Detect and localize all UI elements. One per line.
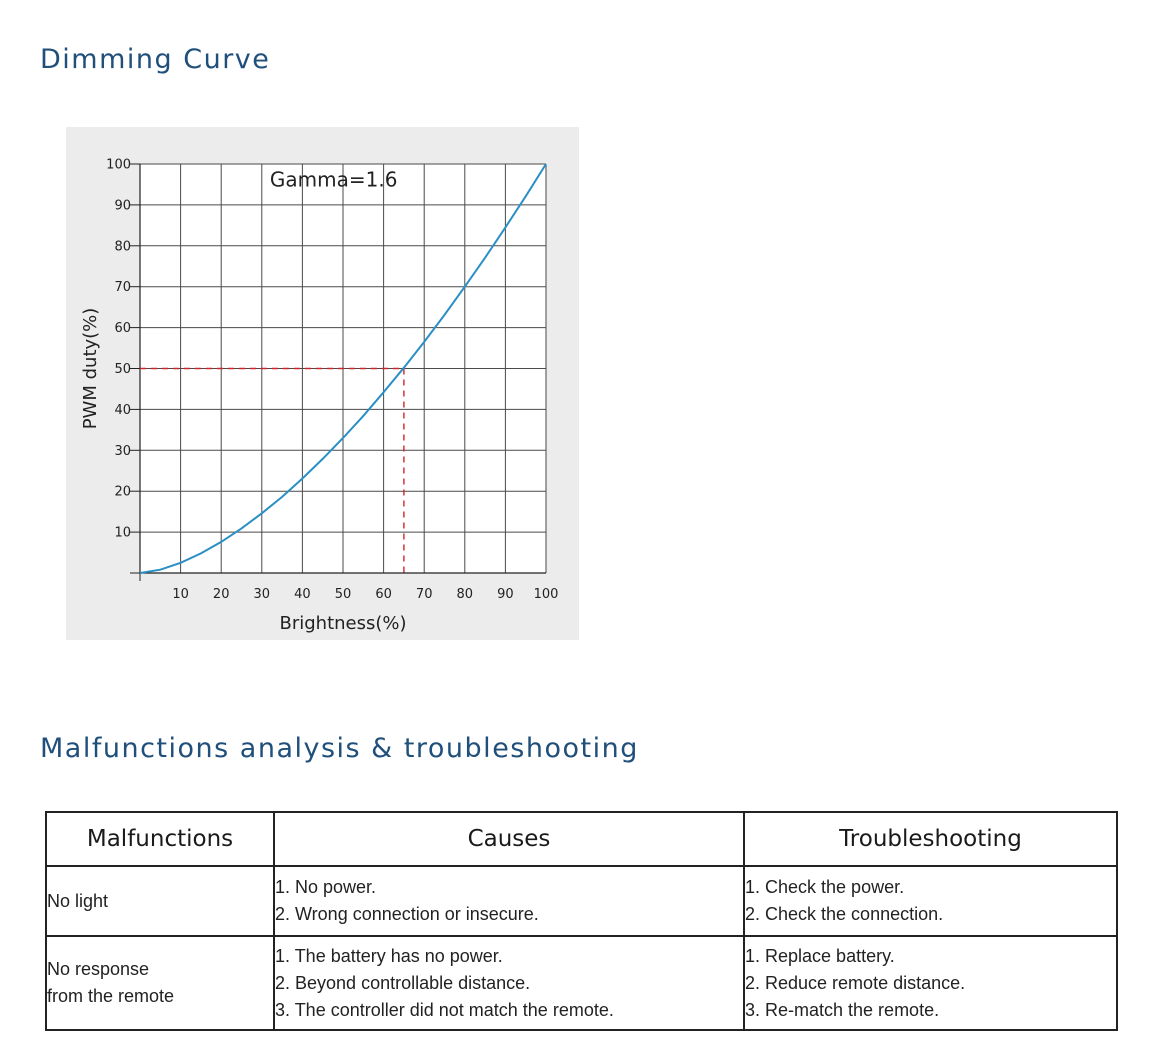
y-tick-label: 30 [114, 443, 131, 459]
y-axis-label: PWM duty(%) [80, 307, 101, 430]
malfunctions-title: Malfunctions analysis & troubleshooting [40, 733, 639, 764]
table-row [46, 866, 1117, 936]
malfunction-text: No light [47, 890, 109, 911]
dimming-curve-title: Dimming Curve [40, 44, 271, 75]
table-row [46, 936, 1117, 1030]
troubleshooting-item: 1. Check the power. [745, 877, 905, 897]
troubleshooting-item: 2. Check the connection. [745, 904, 944, 924]
cause-item: 1. The battery has no power. [275, 945, 503, 966]
x-tick-label: 80 [456, 587, 474, 602]
x-tick-label: 90 [497, 587, 514, 602]
y-tick-label: 100 [106, 157, 131, 173]
y-tick-label: 20 [114, 484, 131, 500]
malfunction-cell [46, 866, 274, 936]
y-tick-label: 50 [114, 362, 131, 377]
troubleshooting-cell [744, 936, 1117, 1030]
x-tick-label: 50 [334, 587, 352, 602]
troubleshooting-item: 3. Re-match the remote. [745, 999, 940, 1020]
y-tick-label: 40 [114, 402, 131, 418]
cause-item: 2. Beyond controllable distance. [275, 972, 531, 993]
cause-item: 2. Wrong connection or insecure. [275, 904, 539, 924]
troubleshooting-table [45, 811, 1118, 1031]
causes-cell [274, 936, 744, 1030]
header-causes: Causes [274, 812, 744, 866]
header-troubleshooting: Troubleshooting [744, 812, 1117, 866]
x-axis-label: Brightness(%) [279, 613, 407, 634]
dimming-curve-svg [66, 127, 579, 640]
y-tick-label: 60 [114, 321, 131, 337]
y-tick-label: 80 [114, 239, 131, 255]
malfunction-text: No response [47, 959, 150, 979]
troubleshooting-item: 2. Reduce remote distance. [745, 972, 966, 993]
malfunction-cell [46, 936, 274, 1030]
x-tick-label: 70 [415, 587, 433, 602]
x-tick-label: 60 [375, 587, 392, 602]
malfunction-text: from the remote [47, 986, 175, 1006]
x-tick-label: 10 [172, 587, 189, 602]
y-tick-label: 70 [114, 280, 131, 296]
gamma-annotation: Gamma=1.6 [269, 167, 398, 192]
cause-item: 3. The controller did not match the remote. [275, 999, 614, 1020]
cause-item: 1. No power. [275, 877, 377, 897]
table-header-row [46, 812, 1117, 866]
x-tick-label: 20 [212, 587, 230, 602]
y-tick-label: 10 [114, 525, 131, 541]
x-tick-label: 100 [533, 587, 559, 602]
x-tick-label: 30 [253, 587, 271, 602]
dimming-curve-chart [66, 127, 579, 640]
header-malfunctions: Malfunctions [46, 812, 274, 866]
x-tick-label: 40 [294, 587, 311, 602]
y-tick-label: 90 [114, 198, 131, 214]
causes-cell [274, 866, 744, 936]
troubleshooting-item: 1. Replace battery. [745, 945, 895, 966]
troubleshooting-cell [744, 866, 1117, 936]
